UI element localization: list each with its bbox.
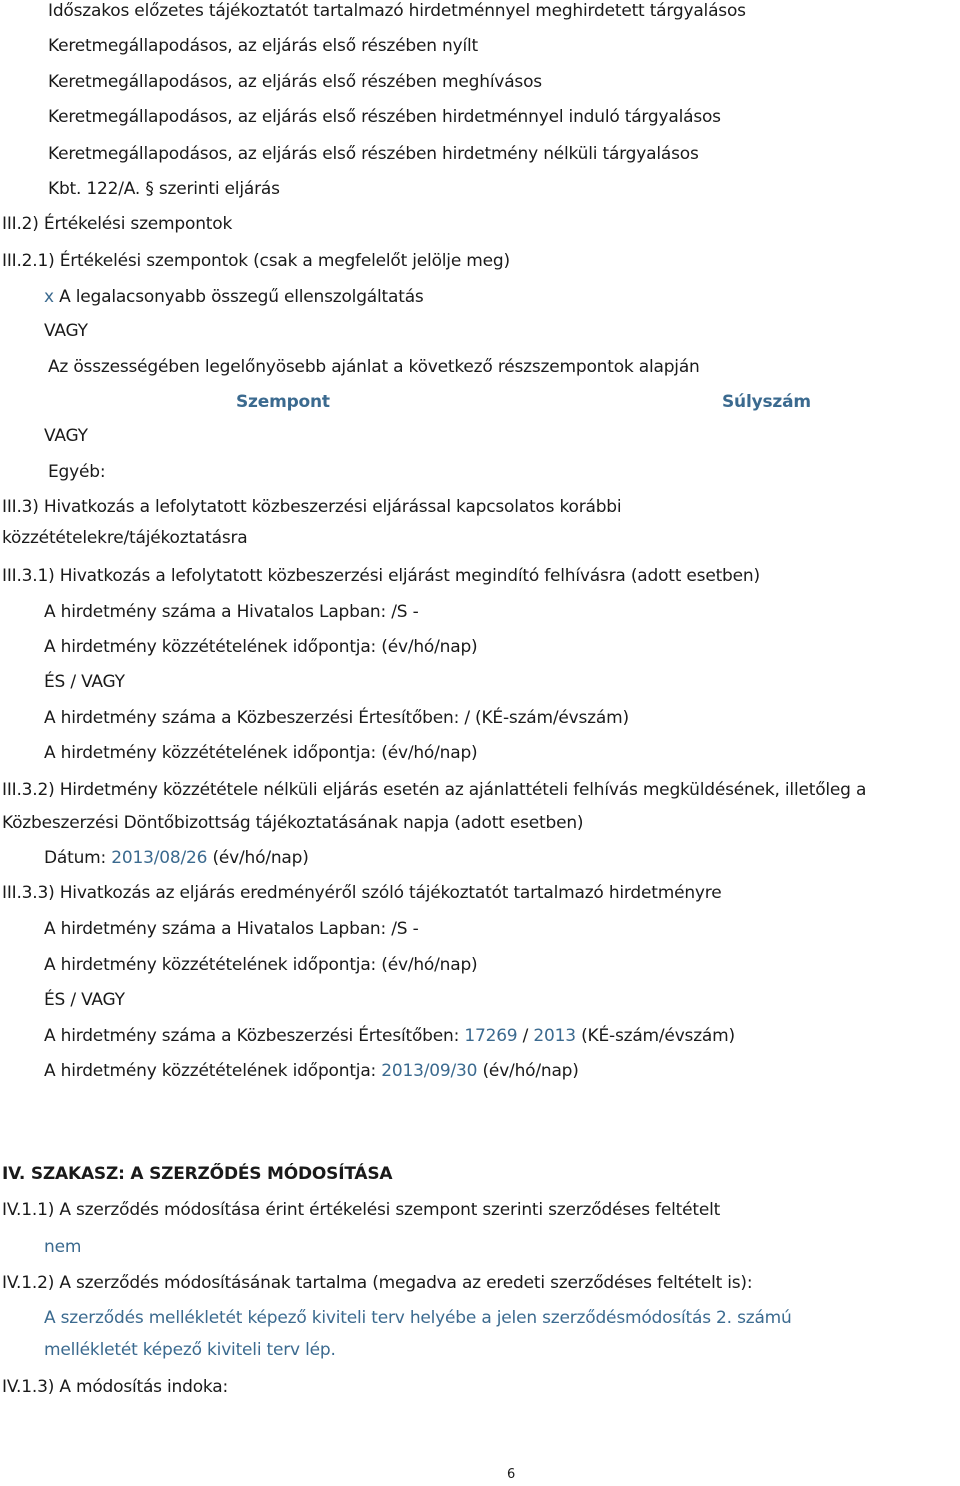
section-4-1-1-value: nem	[44, 1237, 82, 1257]
option-best-value: Az összességében legelőnyösebb ajánlat a következő részszempontok alapján	[48, 357, 700, 377]
section-4-1-2-value-line2: mellékletét képező kiviteli terv lép.	[44, 1340, 336, 1360]
s331-ke-publication-date: A hirdetmény közzétételének időpontja: (év/hó/nap)	[44, 743, 478, 763]
procedure-type-4: Keretmegállapodásos, az eljárás első részében hirdetménnyel induló tárgyalásos	[48, 107, 721, 127]
weight-column-header: Súlyszám	[722, 392, 811, 412]
s332-date	[44, 847, 309, 869]
section-4-1-1-title: IV.1.1) A szerződés módosítása érint értékelési szempont szerinti szerződéses feltételt	[2, 1200, 721, 1220]
procedure-type-5: Keretmegállapodásos, az eljárás első részében hirdetmény nélküli tárgyalásos	[48, 144, 699, 164]
section-4-1-2-title: IV.1.2) A szerződés módosításának tartalma (megadva az eredeti szerződéses feltételt is):	[2, 1273, 753, 1293]
s333-ke-number-value: 17269	[464, 1026, 518, 1046]
s333-ke-year-value: 2013	[533, 1026, 576, 1046]
s333-date-format: (év/hó/nap)	[482, 1061, 579, 1081]
section-4-1-3-title: IV.1.3) A módosítás indoka:	[2, 1377, 229, 1397]
section-3-3-1-title: III.3.1) Hivatkozás a lefolytatott közbeszerzési eljárást megindító felhívásra (adott esetben)	[2, 566, 760, 586]
s331-and-or: ÉS / VAGY	[44, 672, 125, 692]
s333-publication-date: A hirdetmény közzétételének időpontja: (év/hó/nap)	[44, 955, 478, 975]
section-4-1-2-value-line1: A szerződés mellékletét képező kiviteli terv helyébe a jelen szerződésmódosítás 2. számú	[44, 1308, 792, 1328]
criterion-column-header: Szempont	[236, 392, 330, 412]
section-3-3-2-title-line2: Közbeszerzési Döntőbizottság tájékoztatásának napja (adott esetben)	[2, 813, 584, 833]
section-3-3-3-title: III.3.3) Hivatkozás az eljárás eredményéről szóló tájékoztatót tartalmazó hirdetményre	[2, 883, 722, 903]
option-lowest-price-label: A legalacsonyabb összegű ellenszolgáltatás	[59, 287, 424, 307]
s331-official-journal-number: A hirdetmény száma a Hivatalos Lapban: /S -	[44, 602, 419, 622]
selected-marker: x	[44, 287, 54, 307]
section-3-2-title: III.2) Értékelési szempontok	[2, 214, 233, 234]
s332-date-value: 2013/08/26	[111, 848, 208, 868]
section-3-2-1-title: III.2.1) Értékelési szempontok (csak a megfelelőt jelölje meg)	[2, 251, 510, 271]
section-3-3-title-line1: III.3) Hivatkozás a lefolytatott közbeszerzési eljárással kapcsolatos korábbi	[2, 497, 622, 517]
section-3-3-title-line2: közzétételekre/tájékoztatásra	[2, 528, 248, 548]
page-number: 6	[507, 1467, 516, 1482]
s333-ke-label: A hirdetmény száma a Közbeszerzési Értesítőben:	[44, 1026, 460, 1046]
s333-date-value: 2013/09/30	[381, 1061, 478, 1081]
option-other: Egyéb:	[48, 462, 106, 482]
s333-official-journal-number: A hirdetmény száma a Hivatalos Lapban: /S -	[44, 919, 419, 939]
procedure-type-6: Kbt. 122/A. § szerinti eljárás	[48, 179, 280, 199]
option-lowest-price	[44, 286, 424, 308]
s332-date-format: (év/hó/nap)	[212, 848, 309, 868]
s333-ke-number	[44, 1025, 735, 1047]
s333-ke-suffix: (KÉ-szám/évszám)	[581, 1026, 735, 1046]
s333-ke-publication-date	[44, 1060, 579, 1082]
s332-date-label: Dátum:	[44, 848, 107, 868]
procedure-type-2: Keretmegállapodásos, az eljárás első részében nyílt	[48, 36, 478, 56]
s331-ke-number: A hirdetmény száma a Közbeszerzési Értesítőben: / (KÉ-szám/évszám)	[44, 708, 629, 728]
or-separator-2: VAGY	[44, 426, 88, 446]
s331-publication-date: A hirdetmény közzétételének időpontja: (év/hó/nap)	[44, 637, 478, 657]
section-4-heading: IV. SZAKASZ: A SZERZŐDÉS MÓDOSÍTÁSA	[2, 1164, 393, 1184]
s333-ke-separator: /	[522, 1026, 529, 1046]
procedure-type-1: Időszakos előzetes tájékoztatót tartalmazó hirdetménnyel meghirdetett tárgyalásos	[48, 1, 746, 21]
s333-date-label: A hirdetmény közzétételének időpontja:	[44, 1061, 377, 1081]
s333-and-or: ÉS / VAGY	[44, 990, 125, 1010]
procedure-type-3: Keretmegállapodásos, az eljárás első részében meghívásos	[48, 72, 542, 92]
or-separator-1: VAGY	[44, 321, 88, 341]
section-3-3-2-title-line1: III.3.2) Hirdetmény közzététele nélküli eljárás esetén az ajánlattételi felhívás megküldésének, illetőleg a	[2, 780, 867, 800]
